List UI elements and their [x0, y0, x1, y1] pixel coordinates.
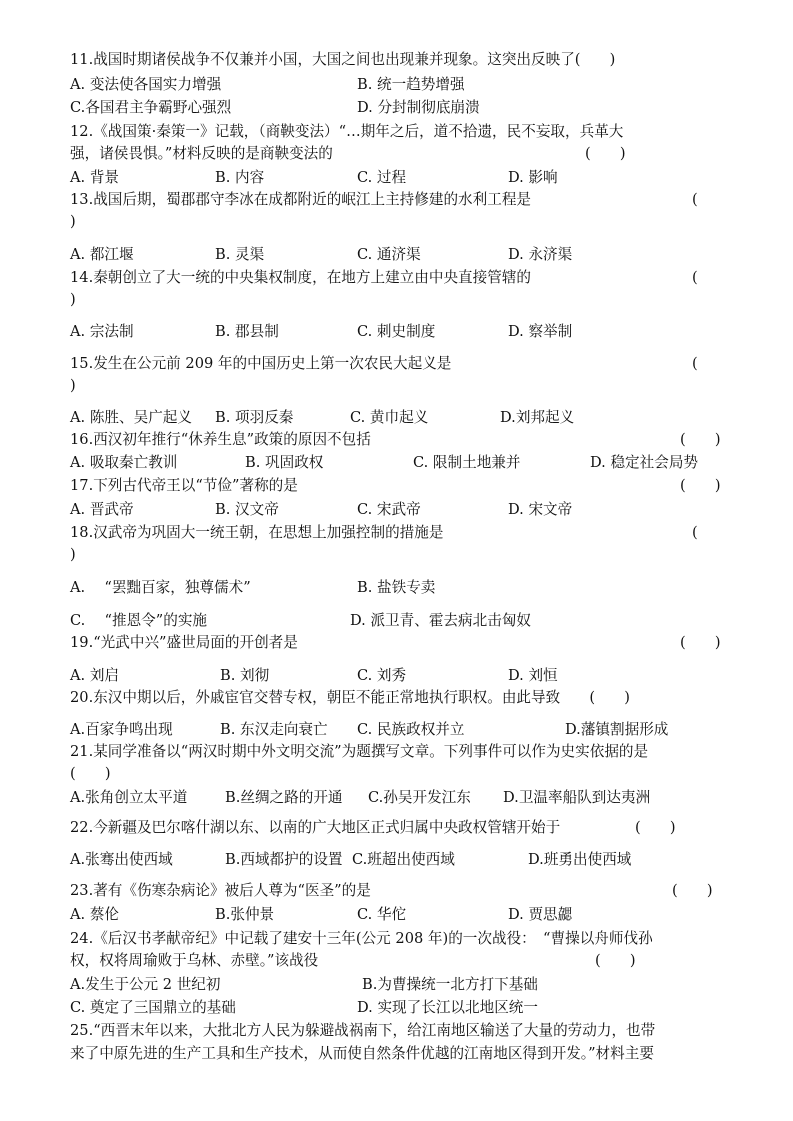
option-b: B. 东汉走向衰亡: [220, 721, 328, 738]
question-stem-cont: 来了中原先进的生产工具和生产技术，从而使自然条件优越的江南地区得到开发。”材料主要: [70, 1045, 654, 1062]
question-stem: 22.今新疆及巴尔喀什湖以东、以南的广大地区正式归属中央政权管辖开始于: [70, 819, 561, 836]
option-c: C. 刘秀: [357, 667, 407, 684]
option-a: A.百家争鸣出现: [70, 721, 173, 738]
option-c: C. 通济渠: [357, 246, 421, 263]
option-b: B. 刘彻: [220, 667, 270, 684]
question-stem: 13.战国后期，蜀郡郡守李冰在成都附近的岷江上主持修建的水利工程是: [70, 191, 532, 208]
option-a: A. 晋武帝: [70, 501, 134, 518]
option-d: D. 稳定社会局势: [590, 454, 699, 471]
option-a: A.张角创立太平道: [70, 789, 188, 806]
question-stem: 19.“光武中兴”盛世局面的开创者是: [70, 634, 298, 651]
option-d: D. 贾思勰: [508, 906, 573, 923]
answer-paren-close: ): [70, 291, 76, 308]
option-a: A. 刘启: [70, 667, 120, 684]
option-c: C. 刺史制度: [357, 323, 436, 340]
option-d: D. 分封制彻底崩溃: [357, 99, 480, 116]
option-d: D. 察举制: [508, 323, 573, 340]
option-c: C. 过程: [357, 169, 407, 186]
option-d: D. 宋文帝: [508, 501, 573, 518]
question-stem: 25.“西晋末年以来，大批北方人民为躲避战祸南下，给江南地区输送了大量的劳动力，也带: [70, 1022, 656, 1039]
question-stem-cont: 强，诸侯畏惧。”材料反映的是商鞅变法的: [70, 145, 333, 162]
option-c: C.班超出使西域: [352, 851, 455, 868]
option-b: B. 统一趋势增强: [357, 76, 465, 93]
option-a: A. 蔡伦: [70, 906, 120, 923]
answer-paren: (: [692, 524, 698, 541]
option-b: B. 汉文帝: [215, 501, 279, 518]
option-c: C. 宋武帝: [357, 501, 421, 518]
option-a: A. 都江堰: [70, 246, 134, 263]
answer-paren: ( ): [635, 819, 676, 836]
option-b: B. 灵渠: [215, 246, 265, 263]
option-a: A. 宗法制: [70, 323, 134, 340]
question-stem: 23.著有《伤寒杂病论》被后人尊为“医圣”的是: [70, 882, 371, 899]
option-a: A. 背景: [70, 169, 120, 186]
answer-paren: (: [692, 355, 698, 372]
answer-paren: ( ): [672, 882, 713, 899]
option-c: C. 限制土地兼并: [413, 454, 521, 471]
option-a: A.发生于公元 2 世纪初: [70, 976, 221, 993]
answer-paren: (: [692, 191, 698, 208]
question-stem: 16.西汉初年推行“休养生息”政策的原因不包括: [70, 431, 371, 448]
question-stem: 11.战国时期诸侯战争不仅兼并小国，大国之间也出现兼并现象。这突出反映了( ): [70, 51, 616, 68]
option-d: D. 派卫青、霍去病北击匈奴: [350, 612, 531, 629]
option-c: C. 民族政权并立: [357, 721, 465, 738]
option-a: A. 陈胜、吴广起义: [70, 409, 192, 426]
option-d: D. 永济渠: [508, 246, 573, 263]
question-stem: 15.发生在公元前 209 年的中国历史上第一次农民大起义是: [70, 355, 452, 372]
answer-paren: ( ): [680, 634, 721, 651]
answer-paren: (: [692, 269, 698, 286]
question-stem-cont: 权，权将周瑜败于乌林、赤壁。”该战役: [70, 952, 319, 969]
option-c: C. 黄巾起义: [350, 409, 429, 426]
question-stem: 20.东汉中期以后，外戚宦官交替专权，朝臣不能正常地执行职权。由此导致 ( ): [70, 689, 630, 706]
answer-paren: ( ): [680, 477, 721, 494]
option-d: D.卫温率船队到达夷洲: [503, 789, 651, 806]
option-a: A. 吸取秦亡教训: [70, 454, 178, 471]
option-b: B. 项羽反秦: [215, 409, 294, 426]
option-d: D. 刘恒: [508, 667, 558, 684]
option-c: C.各国君主争霸野心强烈: [70, 99, 232, 116]
answer-paren: ( ): [70, 765, 111, 782]
option-c: C. “推恩令”的实施: [70, 612, 208, 629]
option-d: D.刘邦起义: [500, 409, 575, 426]
question-stem: 18.汉武帝为巩固大一统王朝，在思想上加强控制的措施是: [70, 524, 444, 541]
option-d: D.藩镇割据形成: [565, 721, 669, 738]
option-b: B. 巩固政权: [245, 454, 324, 471]
answer-paren-close: ): [70, 213, 76, 230]
question-stem: 21.某同学准备以“两汉时期中外文明交流”为题撰写文章。下列事件可以作为史实依据的是: [70, 743, 649, 760]
option-c: C. 奠定了三国鼎立的基础: [70, 999, 236, 1016]
option-c: C. 华佗: [357, 906, 407, 923]
option-d: D. 影响: [508, 169, 558, 186]
option-c: C.孙吴开发江东: [368, 789, 471, 806]
option-b: B.张仲景: [215, 906, 275, 923]
option-a: A.张骞出使西域: [70, 851, 173, 868]
option-a: A. 变法使各国实力增强: [70, 76, 222, 93]
answer-paren-close: ): [70, 546, 76, 563]
option-a: A. “罢黜百家，独尊儒术”: [70, 579, 251, 596]
question-stem: 24.《后汉书孝献帝纪》中记载了建安十三年(公元 208 年)的一次战役： “曹操以舟师伐孙: [70, 930, 653, 947]
answer-paren: ( ): [680, 431, 721, 448]
answer-paren: ( ): [585, 145, 626, 162]
question-stem: 14.秦朝创立了大一统的中央集权制度，在地方上建立由中央直接管辖的: [70, 269, 532, 286]
option-b: B. 盐铁专卖: [357, 579, 436, 596]
question-stem: 12.《战国策·秦策一》记载，（商鞅变法）“…期年之后，道不拾遗，民不妄取，兵革大: [70, 123, 624, 140]
option-b: B.西域都护的设置: [225, 851, 343, 868]
question-stem: 17.下列古代帝王以“节俭”著称的是: [70, 477, 298, 494]
option-d: D. 实现了长江以北地区统一: [357, 999, 538, 1016]
option-b: B.为曹操统一北方打下基础: [362, 976, 538, 993]
option-d: D.班勇出使西域: [528, 851, 632, 868]
option-b: B. 郡县制: [215, 323, 279, 340]
answer-paren: ( ): [595, 952, 636, 969]
option-b: B.丝绸之路的开通: [225, 789, 343, 806]
option-b: B. 内容: [215, 169, 265, 186]
answer-paren-close: ): [70, 377, 76, 394]
